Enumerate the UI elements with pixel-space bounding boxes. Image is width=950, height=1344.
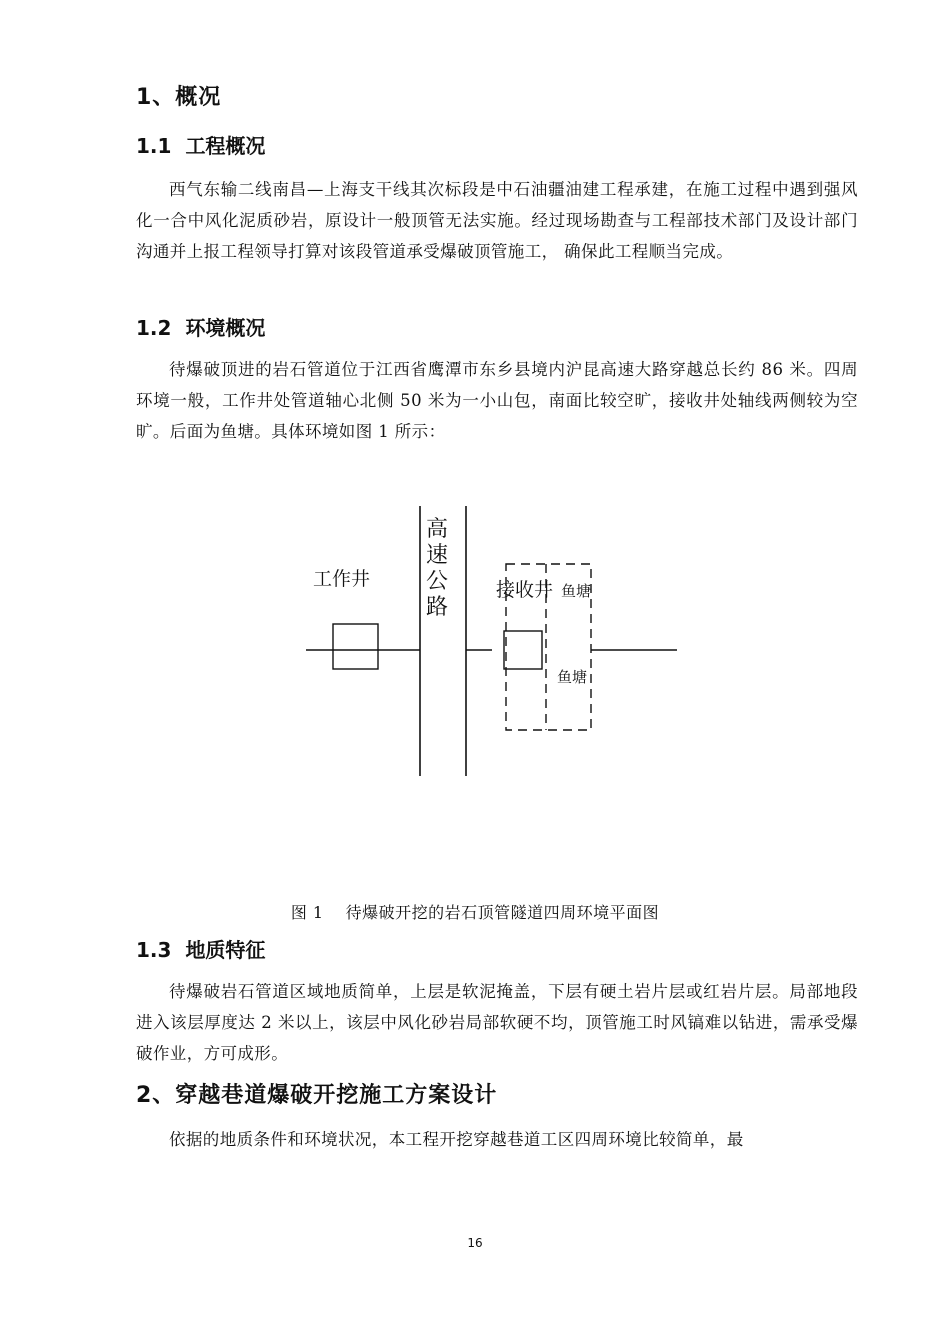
work-well-label: 工作井 <box>313 568 371 590</box>
figure-number: 图 1 <box>290 903 324 922</box>
section-1-heading: 1、概况 <box>136 85 222 110</box>
section-1-3-heading <box>136 934 265 963</box>
section-title: 环境概况 <box>185 316 266 340</box>
section-1-1-paragraph: 西气东输二线南昌—上海支干线其次标段是中石油疆油建工程承建，在施工过程中遇到强风化一合中风化泥质砂岩，原设计一般顶管无法实施。经过现场勘查与工程部技术部门及设计部门沟通并上报工程领导打算对该段管道承受爆破顶管施工， 确保此工程顺当完成。 <box>136 180 858 261</box>
fish-pond-label: 鱼塘 <box>561 582 592 600</box>
receive-well-box <box>504 631 542 669</box>
section-number: 1.2 <box>136 316 172 340</box>
section-2-heading: 2、穿越巷道爆破开挖施工方案设计 <box>136 1083 498 1108</box>
receive-well-label: 接收井 <box>496 579 554 601</box>
highway-label-char: 速 <box>426 543 449 568</box>
section-title: 地质特征 <box>185 938 266 962</box>
section-title: 工程概况 <box>185 134 266 158</box>
section-2-paragraph: 依据的地质条件和环境状况，本工程开挖穿越巷道工区四周环境比较简单，最 <box>169 1130 744 1149</box>
section-1-3-paragraph: 待爆破岩石管道区域地质简单，上层是软泥掩盖，下层有硬土岩片层或红岩片层。局部地段进入该层厚度达 2 米以上，该层中风化砂岩局部软硬不均，顶管施工时风镐难以钻进，需承受爆破作业，方可成形。 <box>136 982 858 1063</box>
figure-caption-text: 待爆破开挖的岩石顶管隧道四周环境平面图 <box>345 903 660 922</box>
section-number: 1.1 <box>136 134 172 158</box>
highway-label-char: 高 <box>426 517 449 542</box>
section-1-2-paragraph: 待爆破顶进的岩石管道位于江西省鹰潭市东乡县境内沪昆高速大路穿越总长约 86 米。四周环境一般，工作井处管道轴心北侧 50 米为一小山包，南面比较空旷，接收井处轴线两侧较为空旷。后面为鱼塘。具体环境如图 1 所示： <box>136 360 858 441</box>
section-number: 1.3 <box>136 938 172 962</box>
highway-label-char: 路 <box>426 595 449 620</box>
fish-pond-label: 鱼塘 <box>557 668 588 686</box>
work-well-box <box>333 624 378 669</box>
figure-caption <box>0 900 950 923</box>
page-number: 16 <box>467 1236 483 1250</box>
highway-label-char: 公 <box>426 569 449 594</box>
